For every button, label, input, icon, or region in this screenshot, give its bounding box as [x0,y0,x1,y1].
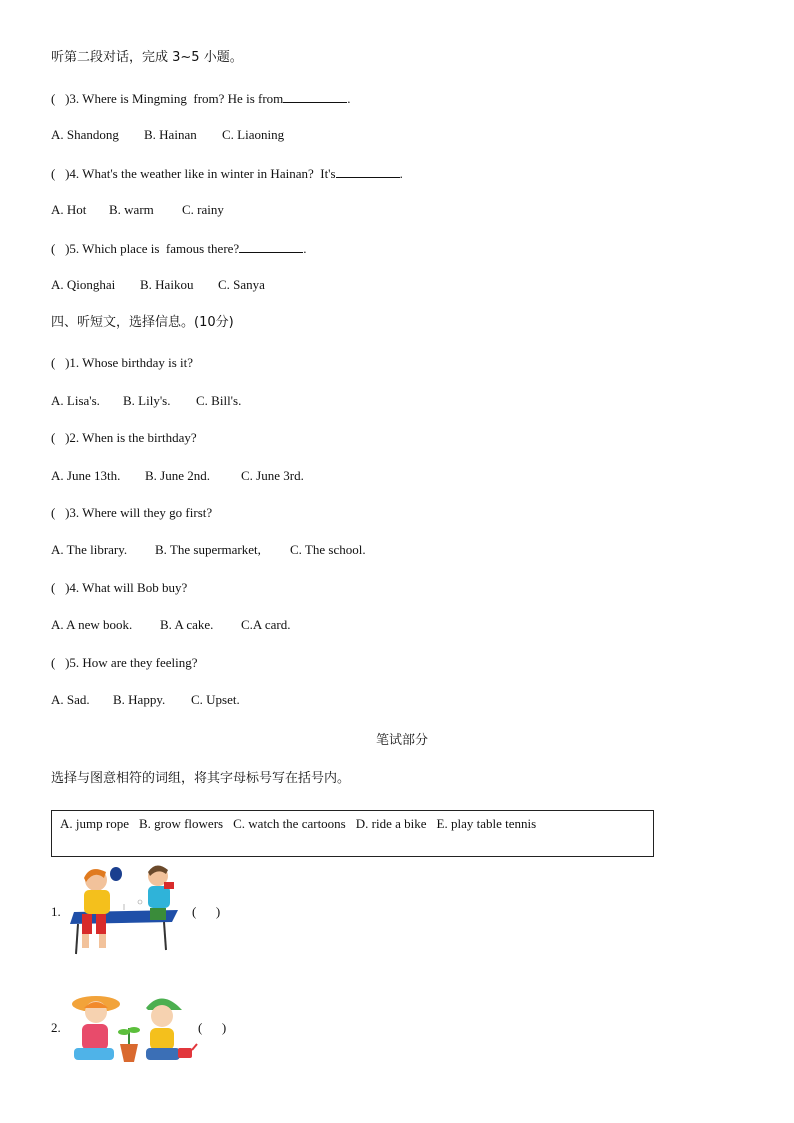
word-bank-box [51,810,654,857]
question-3-3: ( )3. Where is Mingming from? He is from . [51,91,351,106]
word-option-e: E. play table tennis [436,816,537,831]
options-4-4: A. A new book. B. A cake. C.A card. [51,617,291,632]
listening-intro: 听第二段对话，完成 3~5 小题。 [51,50,243,65]
answer-blank[interactable] [336,164,400,178]
options-3-5: A. Qionghai B. Haikou C. Sanya [51,277,265,292]
options-4-2: A. June 13th. B. June 2nd. C. June 3rd. [51,468,304,483]
options-3-4: A. Hot B. warm C. rainy [51,202,224,217]
word-option-c: C. watch the cartoons [233,816,346,831]
word-option-b: B. grow flowers [138,816,224,831]
options-4-1: A. Lisa's. B. Lily's. C. Bill's. [51,393,242,408]
question-4-2: ( )2. When is the birthday? [51,430,197,445]
question-3-4: ( )4. What's the weather like in winter in Hainan? It's . [51,166,403,181]
options-4-3: A. The library. B. The supermarket, C. The school. [51,542,366,557]
question-4-5: ( )5. How are they feeling? [51,655,198,670]
question-4-4: ( )4. What will Bob buy? [51,580,188,595]
section-4-title: 四、听短文，选择信息。(10分) [51,315,234,330]
word-option-a: A. jump rope [60,816,129,831]
item-1-number: 1. [51,904,61,919]
question-4-1: ( )1. Whose birthday is it? [51,355,194,370]
question-3-5: ( )5. Which place is famous there? . [51,241,307,256]
answer-blank[interactable] [239,239,303,253]
options-3-3: A. Shandong B. Hainan C. Liaoning [51,127,285,142]
written-part-heading: 笔试部分 [375,733,428,748]
options-4-5: A. Sad. B. Happy. C. Upset. [51,692,240,707]
grow-flowers-picture [64,988,198,1068]
answer-blank[interactable] [283,89,347,103]
item-2-answer-paren[interactable]: ( ) [198,1020,227,1035]
written-instruction: 选择与图意相符的词组，将其字母标号写在括号内。 [51,771,351,786]
item-2-number: 2. [51,1020,61,1035]
question-4-3: ( )3. Where will they go first? [51,505,213,520]
word-option-d: D. ride a bike [355,816,427,831]
table-tennis-picture [66,862,186,957]
item-1-answer-paren[interactable]: ( ) [192,904,221,919]
